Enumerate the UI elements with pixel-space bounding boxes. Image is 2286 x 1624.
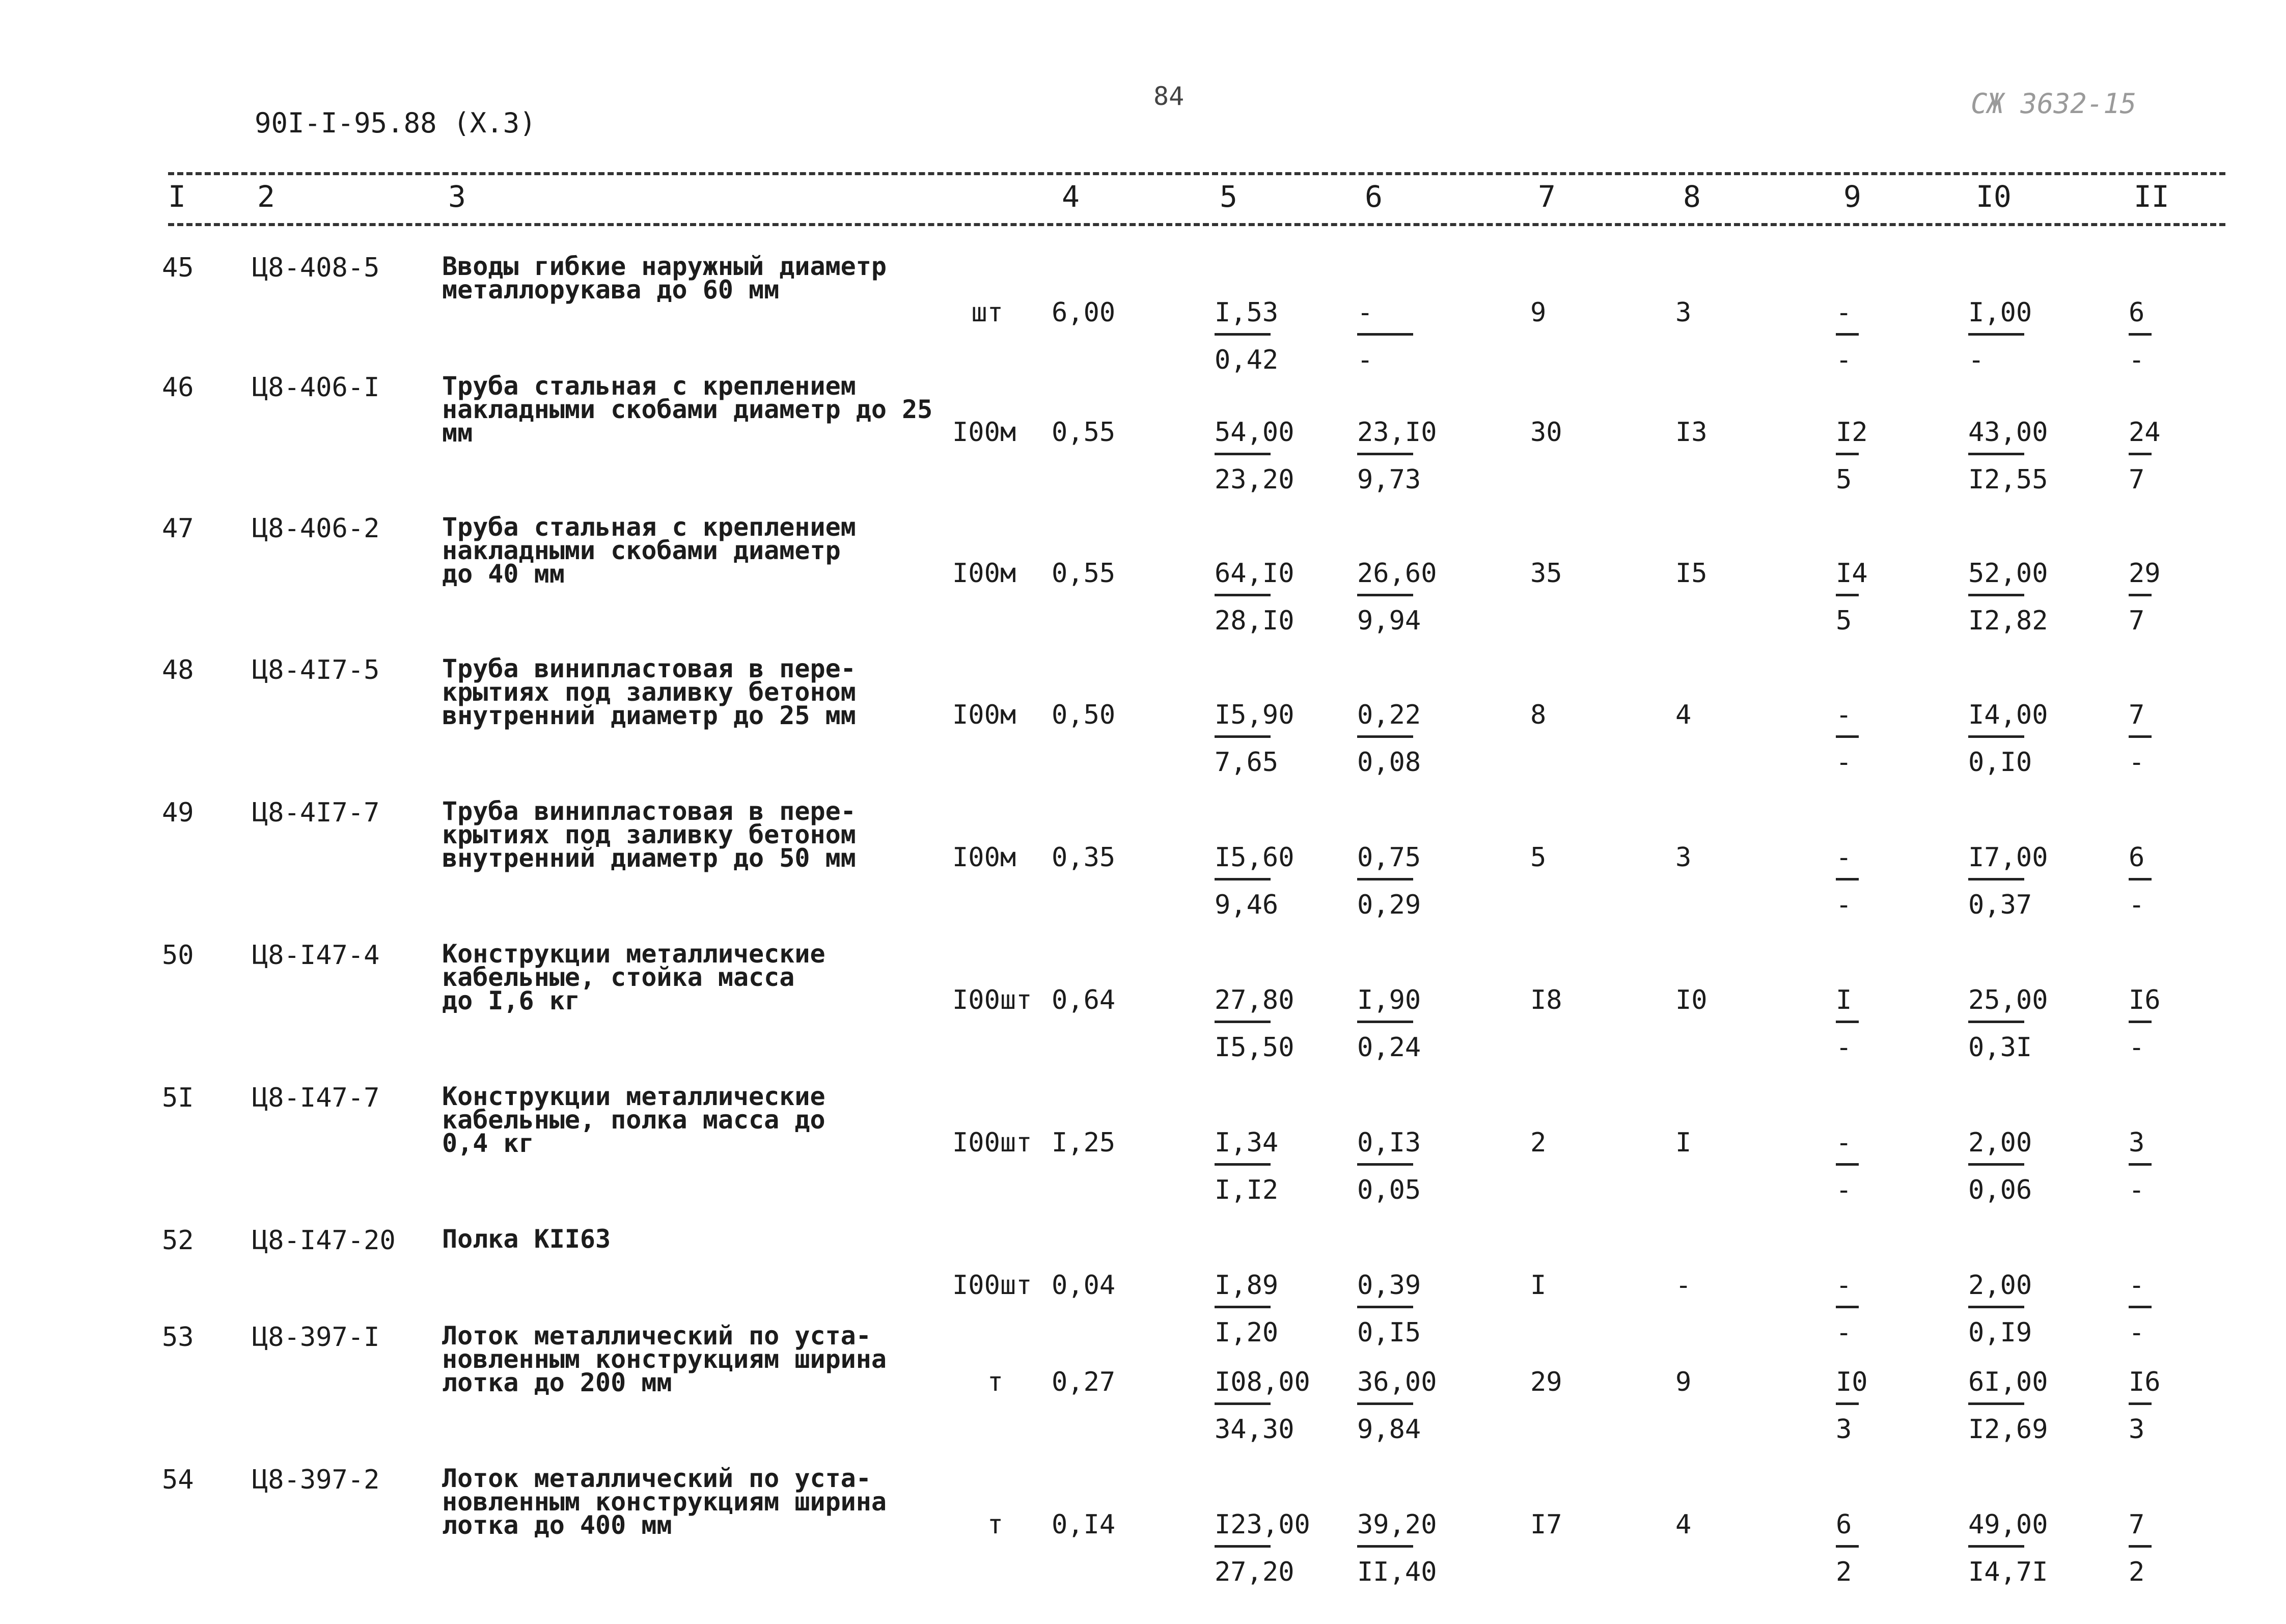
fraction-bar: [1968, 1021, 2024, 1023]
col10-value-numerator: 43,00: [1968, 417, 2048, 448]
col8-value: 9: [1675, 1367, 1692, 1397]
col11-value-denominator: -: [2129, 1032, 2145, 1063]
col10-value: [1968, 987, 2048, 1061]
fraction-bar: [2129, 735, 2152, 738]
col7-value: 35: [1530, 558, 1562, 589]
fraction-bar: [1836, 1163, 1859, 1166]
col11-value-numerator: 6: [2129, 842, 2145, 873]
col10-value: [1968, 702, 2048, 776]
fraction-bar: [1836, 878, 1859, 880]
col9-value: [1836, 299, 1859, 373]
fraction-bar: [2129, 1306, 2152, 1308]
col6-value: [1357, 702, 1421, 776]
work-description: Конструкции металлические кабельные, полка масса до 0,4 кг: [442, 1082, 825, 1158]
col11-value-numerator: I6: [2129, 985, 2161, 1015]
quantity: 0,55: [1052, 558, 1116, 589]
fraction-bar: [1836, 1306, 1859, 1308]
col9-value-denominator: 3: [1836, 1414, 1852, 1445]
col6-value: [1357, 1369, 1437, 1443]
col7-value: 2: [1530, 1127, 1547, 1158]
handwritten-stamp: СЖ 3632-15: [1971, 88, 2137, 120]
quantity: 0,I4: [1052, 1509, 1116, 1540]
col8-value: I5: [1675, 558, 1707, 589]
col5-value: [1215, 299, 1278, 373]
fraction-bar: [1215, 1306, 1271, 1308]
column-header: II: [2134, 179, 2169, 214]
quantity: 0,50: [1052, 700, 1116, 730]
col11-value-numerator: 6: [2129, 297, 2145, 328]
col10-value-numerator: I,00: [1968, 297, 2032, 328]
work-description: Конструкции металлические кабельные, стойка масса до I,6 кг: [442, 939, 825, 1015]
col11-value-numerator: I6: [2129, 1367, 2161, 1397]
col9-value-numerator: I4: [1836, 558, 1868, 589]
col11-value: [2129, 844, 2152, 918]
fraction-bar: [1968, 735, 2024, 738]
col5-value-denominator: 28,I0: [1215, 605, 1295, 636]
col5-value-denominator: 7,65: [1215, 747, 1279, 778]
col10-value-denominator: 0,06: [1968, 1175, 2032, 1205]
col7-value: I7: [1530, 1509, 1562, 1540]
col10-value-numerator: 6I,00: [1968, 1367, 2048, 1397]
col6-value-numerator: -: [1357, 297, 1373, 328]
col5-value-numerator: 27,80: [1215, 985, 1295, 1015]
col11-value-denominator: -: [2129, 890, 2145, 920]
col10-value-numerator: I7,00: [1968, 842, 2048, 873]
col10-value-denominator: I2,82: [1968, 605, 2048, 636]
col9-value-numerator: I0: [1836, 1367, 1868, 1397]
col7-value: I8: [1530, 985, 1562, 1015]
header-bottom-rule: [168, 223, 2225, 226]
col11-value-denominator: -: [2129, 345, 2145, 375]
col11-value: [2129, 419, 2161, 493]
col6-value-denominator: 0,29: [1357, 890, 1421, 920]
header-top-rule: [168, 172, 2225, 175]
col10-value-denominator: 0,I0: [1968, 747, 2032, 778]
col10-value-numerator: 2,00: [1968, 1127, 2032, 1158]
col7-value: I: [1530, 1270, 1547, 1301]
fraction-bar: [1836, 1021, 1859, 1023]
col7-value: 5: [1530, 842, 1547, 873]
col11-value-numerator: 7: [2129, 700, 2145, 730]
col9-value: [1836, 1511, 1859, 1585]
col11-value-denominator: 7: [2129, 605, 2145, 636]
fraction-bar: [2129, 594, 2152, 596]
col9-value-denominator: -: [1836, 1032, 1852, 1063]
row-number: 45: [162, 253, 194, 283]
quantity: 0,35: [1052, 842, 1116, 873]
col6-value: [1357, 419, 1437, 493]
col6-value-denominator: -: [1357, 345, 1373, 375]
column-header: I0: [1976, 179, 2012, 214]
fraction-bar: [2129, 453, 2152, 455]
rate-code: Ц8-4I7-5: [252, 655, 380, 685]
column-header: 8: [1683, 179, 1701, 214]
unit: т: [987, 1509, 1003, 1540]
col5-value-numerator: I,34: [1215, 1127, 1279, 1158]
table-row: [0, 1321, 2286, 1462]
unit: шт: [971, 297, 1003, 328]
col11-value-numerator: 3: [2129, 1127, 2145, 1158]
col10-value: [1968, 560, 2048, 634]
col11-value-numerator: -: [2129, 1270, 2145, 1301]
fraction-bar: [1215, 878, 1271, 880]
col5-value: [1215, 1369, 1310, 1443]
col6-value-numerator: 26,60: [1357, 558, 1437, 589]
row-number: 5I: [162, 1083, 194, 1113]
col5-value-denominator: 27,20: [1215, 1557, 1295, 1587]
col9-value: [1836, 1127, 1859, 1205]
column-header: 5: [1220, 179, 1237, 214]
row-number: 52: [162, 1225, 194, 1256]
col6-value-numerator: 23,I0: [1357, 417, 1437, 448]
rate-code: Ц8-I47-20: [252, 1225, 396, 1256]
unit: I00м: [952, 842, 1016, 873]
col9-value-numerator: 6: [1836, 1509, 1852, 1540]
col6-value: [1357, 560, 1437, 634]
col11-value-denominator: 2: [2129, 1557, 2145, 1587]
col5-value-denominator: 34,30: [1215, 1414, 1295, 1445]
col9-value-denominator: 5: [1836, 464, 1852, 495]
col8-value: I0: [1675, 985, 1707, 1015]
row-number: 54: [162, 1465, 194, 1495]
col9-value: [1836, 702, 1859, 776]
col11-value: [2129, 1511, 2152, 1585]
col5-value-denominator: 23,20: [1215, 464, 1295, 495]
quantity: 0,04: [1052, 1270, 1116, 1301]
rate-code: Ц8-I47-7: [252, 1083, 380, 1113]
col11-value-denominator: -: [2129, 1317, 2145, 1348]
fraction-bar: [1836, 1402, 1859, 1405]
col7-value: 9: [1530, 297, 1547, 328]
col5-value: [1215, 1511, 1310, 1585]
col5-value-numerator: I5,90: [1215, 700, 1295, 730]
table-row: [0, 252, 2286, 392]
col11-value: [2129, 299, 2152, 373]
col5-value: [1215, 419, 1295, 493]
col9-value-numerator: -: [1836, 1127, 1852, 1158]
col6-value: [1357, 299, 1413, 373]
col6-value-denominator: 9,84: [1357, 1414, 1421, 1445]
unit: т: [987, 1367, 1003, 1397]
col11-value-numerator: 24: [2129, 417, 2161, 448]
work-description: Вводы гибкие наружный диаметр металлорукава до 60 мм: [442, 252, 887, 305]
fraction-bar: [1215, 1021, 1271, 1023]
col8-value: I3: [1675, 417, 1707, 448]
fraction-bar: [1215, 1163, 1271, 1166]
row-number: 53: [162, 1322, 194, 1353]
col6-value-numerator: 0,I3: [1357, 1127, 1421, 1158]
unit: I00м: [952, 417, 1016, 448]
fraction-bar: [1357, 735, 1413, 738]
column-header: 2: [257, 179, 275, 214]
quantity: 0,64: [1052, 985, 1116, 1015]
fraction-bar: [1215, 1545, 1271, 1548]
fraction-bar: [1357, 878, 1413, 880]
col10-value-numerator: 25,00: [1968, 985, 2048, 1015]
col7-value: 30: [1530, 417, 1562, 448]
col8-value: 4: [1675, 700, 1692, 730]
col6-value: [1357, 844, 1421, 918]
fraction-bar: [1357, 1545, 1413, 1548]
fraction-bar: [1836, 735, 1859, 738]
quantity: 0,55: [1052, 417, 1116, 448]
fraction-bar: [2129, 878, 2152, 880]
col5-value: [1215, 560, 1295, 634]
col10-value: [1968, 1369, 2048, 1443]
fraction-bar: [1215, 453, 1271, 455]
fraction-bar: [2129, 1402, 2152, 1405]
fraction-bar: [1357, 453, 1413, 455]
col7-value: 8: [1530, 700, 1547, 730]
fraction-bar: [1357, 1306, 1413, 1308]
fraction-bar: [1836, 1545, 1859, 1548]
work-description: Полка КII63: [442, 1224, 611, 1254]
col8-value: 4: [1675, 1509, 1692, 1540]
col11-value: [2129, 987, 2161, 1061]
rate-code: Ц8-406-2: [252, 513, 380, 544]
fraction-bar: [2129, 1545, 2152, 1548]
row-number: 50: [162, 940, 194, 971]
column-header: 6: [1365, 179, 1383, 214]
col6-value-denominator: 9,94: [1357, 605, 1421, 636]
rate-code: Ц8-406-I: [252, 372, 380, 403]
col10-value-numerator: 49,00: [1968, 1509, 2048, 1540]
fraction-bar: [2129, 1163, 2152, 1166]
col9-value-denominator: 5: [1836, 605, 1852, 636]
row-number: 48: [162, 655, 194, 685]
column-header: 7: [1538, 179, 1556, 214]
col8-value: 3: [1675, 297, 1692, 328]
col10-value: [1968, 1511, 2048, 1585]
fraction-bar: [1836, 594, 1859, 596]
col10-value: [1968, 419, 2048, 493]
col9-value-denominator: -: [1836, 1317, 1852, 1348]
work-description: Труба стальная с креплением накладными скобами диаметр до 25 мм: [442, 371, 933, 448]
fraction-bar: [1215, 333, 1271, 336]
col5-value-numerator: 54,00: [1215, 417, 1295, 448]
col9-value-numerator: I: [1836, 985, 1852, 1015]
col11-value-numerator: 7: [2129, 1509, 2145, 1540]
rate-code: Ц8-397-I: [252, 1322, 380, 1353]
quantity: 0,27: [1052, 1367, 1116, 1397]
col6-value-numerator: 0,22: [1357, 700, 1421, 730]
table-row: [0, 654, 2286, 794]
col11-value: [2129, 1127, 2152, 1205]
fraction-bar: [1215, 594, 1271, 596]
document-code: 90I-I-95.88 (X.3): [255, 107, 536, 139]
col5-value: [1215, 702, 1295, 776]
col9-value-numerator: -: [1836, 700, 1852, 730]
unit: I00м: [952, 700, 1016, 730]
col6-value-numerator: I,90: [1357, 985, 1421, 1015]
fraction-bar: [1215, 1402, 1271, 1405]
column-header: I: [168, 179, 186, 214]
col11-value: [2129, 560, 2161, 634]
row-number: 49: [162, 797, 194, 828]
work-description: Труба стальная с креплением накладными скобами диаметр до 40 мм: [442, 512, 856, 589]
col10-value-denominator: I2,55: [1968, 464, 2048, 495]
work-description: Лоток металлический по уста- новленным конструкциям ширина лотка до 200 мм: [442, 1321, 887, 1397]
col11-value-numerator: 29: [2129, 558, 2161, 589]
fraction-bar: [1968, 594, 2024, 596]
rate-code: Ц8-4I7-7: [252, 797, 380, 828]
fraction-bar: [1968, 1545, 2024, 1548]
col5-value-numerator: I23,00: [1215, 1509, 1310, 1540]
col5-value-numerator: I,89: [1215, 1270, 1279, 1301]
page-number: 84: [1153, 81, 1185, 111]
col5-value-denominator: I5,50: [1215, 1032, 1295, 1063]
col5-value: [1215, 1127, 1279, 1205]
col11-value: [2129, 702, 2152, 776]
col6-value-denominator: 0,24: [1357, 1032, 1421, 1063]
col11-value-denominator: -: [2129, 747, 2145, 778]
col10-value-denominator: 0,3I: [1968, 1032, 2032, 1063]
col9-value: [1836, 844, 1859, 918]
col10-value: [1968, 844, 2048, 918]
fraction-bar: [1357, 333, 1413, 336]
col9-value: [1836, 987, 1859, 1061]
fraction-bar: [1357, 1021, 1413, 1023]
col6-value-numerator: 0,75: [1357, 842, 1421, 873]
work-description: Труба винипластовая в пере- крытиях под заливку бетоном внутренний диаметр до 25 мм: [442, 654, 856, 730]
col9-value-denominator: -: [1836, 747, 1852, 778]
col9-value-numerator: I2: [1836, 417, 1868, 448]
table-row: [0, 1082, 2286, 1222]
row-number: 46: [162, 372, 194, 403]
col6-value: [1357, 987, 1421, 1061]
fraction-bar: [1357, 594, 1413, 596]
col9-value-denominator: -: [1836, 1175, 1852, 1205]
fraction-bar: [1968, 1402, 2024, 1405]
col9-value-denominator: 2: [1836, 1557, 1852, 1587]
col6-value-denominator: 0,I5: [1357, 1317, 1421, 1348]
fraction-bar: [1968, 1163, 2024, 1166]
col5-value-denominator: 9,46: [1215, 890, 1279, 920]
col5-value-numerator: 64,I0: [1215, 558, 1295, 589]
work-description: Труба винипластовая в пере- крытиях под заливку бетоном внутренний диаметр до 50 мм: [442, 796, 856, 873]
col5-value-numerator: I,53: [1215, 297, 1279, 328]
col6-value-denominator: 9,73: [1357, 464, 1421, 495]
fraction-bar: [1968, 333, 2024, 336]
col9-value-denominator: -: [1836, 345, 1852, 375]
col9-value: [1836, 1369, 1868, 1443]
col6-value-numerator: 39,20: [1357, 1509, 1437, 1540]
col10-value-denominator: I2,69: [1968, 1414, 2048, 1445]
col11-value-denominator: -: [2129, 1175, 2145, 1205]
unit: I00м: [952, 558, 1016, 589]
col10-value-numerator: I4,00: [1968, 700, 2048, 730]
col5-value: [1215, 987, 1295, 1061]
fraction-bar: [2129, 333, 2152, 336]
col8-value: -: [1675, 1270, 1692, 1301]
fraction-bar: [1968, 878, 2024, 880]
fraction-bar: [1836, 453, 1859, 455]
col6-value-numerator: 0,39: [1357, 1270, 1421, 1301]
fraction-bar: [2129, 1021, 2152, 1023]
fraction-bar: [1357, 1402, 1413, 1405]
col8-value: I: [1675, 1127, 1692, 1158]
col9-value: [1836, 419, 1868, 493]
column-header: 9: [1843, 179, 1861, 214]
fraction-bar: [1968, 1306, 2024, 1308]
col10-value-denominator: I4,7I: [1968, 1557, 2048, 1587]
col9-value-numerator: -: [1836, 297, 1852, 328]
col11-value-denominator: 7: [2129, 464, 2145, 495]
col6-value: [1357, 1127, 1421, 1205]
col9-value-numerator: -: [1836, 1270, 1852, 1301]
col8-value: 3: [1675, 842, 1692, 873]
fraction-bar: [1968, 453, 2024, 455]
col10-value-denominator: -: [1968, 345, 1985, 375]
col6-value-denominator: 0,05: [1357, 1175, 1421, 1205]
unit: I00шт: [952, 1127, 1032, 1158]
table-row: [0, 939, 2286, 1080]
col9-value: [1836, 560, 1868, 634]
row-number: 47: [162, 513, 194, 544]
unit: I00шт: [952, 1270, 1032, 1301]
table-row: [0, 512, 2286, 653]
work-description: Лоток металлический по уста- новленным конструкциям ширина лотка до 400 мм: [442, 1464, 887, 1540]
col5-value-numerator: I08,00: [1215, 1367, 1310, 1397]
col5-value: [1215, 844, 1295, 918]
col6-value: [1357, 1511, 1437, 1585]
fraction-bar: [1836, 333, 1859, 336]
col5-value-denominator: 0,42: [1215, 345, 1279, 375]
col10-value-denominator: 0,37: [1968, 890, 2032, 920]
col6-value-numerator: 36,00: [1357, 1367, 1437, 1397]
col10-value-denominator: 0,I9: [1968, 1317, 2032, 1348]
rate-code: Ц8-I47-4: [252, 940, 380, 971]
col10-value-numerator: 52,00: [1968, 558, 2048, 589]
col5-value-denominator: I,20: [1215, 1317, 1279, 1348]
rate-code: Ц8-397-2: [252, 1465, 380, 1495]
col9-value-denominator: -: [1836, 890, 1852, 920]
col10-value: [1968, 299, 2032, 373]
rate-code: Ц8-408-5: [252, 253, 380, 283]
col5-value-numerator: I5,60: [1215, 842, 1295, 873]
col10-value: [1968, 1127, 2032, 1205]
col7-value: 29: [1530, 1367, 1562, 1397]
col6-value-denominator: 0,08: [1357, 747, 1421, 778]
quantity: 6,00: [1052, 297, 1116, 328]
table-row: [0, 796, 2286, 937]
table-row: [0, 371, 2286, 512]
col5-value-denominator: I,I2: [1215, 1175, 1279, 1205]
col6-value-denominator: II,40: [1357, 1557, 1437, 1587]
column-header: 3: [448, 179, 466, 214]
column-header: 4: [1062, 179, 1080, 214]
col11-value: [2129, 1369, 2161, 1443]
col9-value-numerator: -: [1836, 842, 1852, 873]
col10-value-numerator: 2,00: [1968, 1270, 2032, 1301]
unit: I00шт: [952, 985, 1032, 1015]
fraction-bar: [1357, 1163, 1413, 1166]
quantity: I,25: [1052, 1127, 1116, 1158]
fraction-bar: [1215, 735, 1271, 738]
col11-value-denominator: 3: [2129, 1414, 2145, 1445]
table-row: [0, 1464, 2286, 1604]
